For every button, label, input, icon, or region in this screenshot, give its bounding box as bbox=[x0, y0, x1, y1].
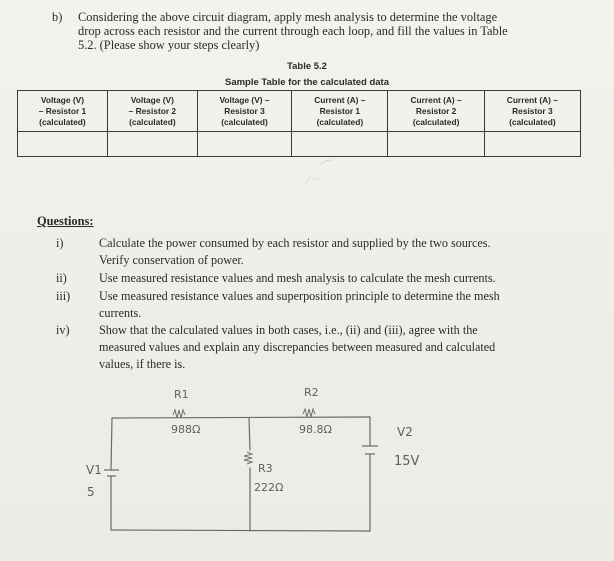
resistor-r1-icon bbox=[173, 410, 185, 418]
header-line: – Resistor 2 bbox=[128, 105, 177, 116]
table-title: Table 5.2 bbox=[287, 61, 327, 72]
header-line: (calculated) bbox=[509, 116, 556, 127]
r3-value: 222Ω bbox=[254, 481, 284, 494]
v2-label: V2 bbox=[397, 425, 413, 439]
v2-value: 15V bbox=[394, 454, 420, 469]
header-line: (calculated) bbox=[39, 116, 86, 127]
show-through-mark: ︿ ⌒ bbox=[298, 158, 340, 189]
header-line: Current (A) – bbox=[506, 94, 558, 105]
header-line: Resistor 2 bbox=[415, 105, 457, 116]
question-number: iii) bbox=[56, 289, 71, 303]
header-line: (calculated) bbox=[221, 116, 268, 127]
r1-label: R1 bbox=[174, 388, 189, 401]
header-line: Resistor 3 bbox=[224, 105, 265, 116]
header-line: – Resistor 1 bbox=[38, 105, 87, 116]
table-caption: Sample Table for the calculated data bbox=[224, 77, 389, 88]
header-line: Voltage (V) bbox=[40, 94, 85, 105]
intro-line-2: drop across each resistor and the current through each loop, and fill the values in Table bbox=[78, 24, 508, 38]
header-line: Current (A) – bbox=[410, 94, 462, 105]
header-line: Resistor 1 bbox=[319, 105, 361, 116]
header-line: Voltage (V) – bbox=[219, 94, 270, 105]
question-line: measured values and explain any discrepancies between measured and calculated bbox=[99, 340, 496, 354]
r3-label: R3 bbox=[258, 462, 273, 475]
intro-line-1: Considering the above circuit diagram, apply mesh analysis to determine the voltage bbox=[78, 10, 498, 24]
v1-label: V1 bbox=[86, 463, 102, 477]
intro-line-3: 5.2. (Please show your steps clearly) bbox=[78, 38, 260, 52]
part-label: b) bbox=[52, 10, 63, 24]
resistor-r3-icon bbox=[244, 452, 252, 464]
question-line: values, if there is. bbox=[99, 357, 186, 371]
question-number: ii) bbox=[56, 271, 67, 285]
question-line: Verify conservation of power. bbox=[99, 253, 244, 267]
header-line: Resistor 3 bbox=[512, 105, 553, 116]
battery-v1-icon bbox=[104, 470, 119, 476]
question-line: Calculate the power consumed by each resistor and supplied by the two sources. bbox=[99, 236, 491, 250]
header-line: (calculated) bbox=[316, 116, 364, 127]
battery-v2-icon bbox=[362, 446, 378, 454]
r2-label: R2 bbox=[304, 386, 319, 399]
header-line: Current (A) – bbox=[314, 94, 366, 105]
question-number: iv) bbox=[56, 323, 70, 337]
resistor-r2-icon bbox=[303, 409, 315, 417]
question-line: Use measured resistance values and superposition principle to determine the mesh bbox=[99, 289, 500, 303]
questions-heading: Questions: bbox=[37, 214, 94, 228]
r2-value: 98.8Ω bbox=[299, 423, 332, 436]
header-line: (calculated) bbox=[129, 116, 176, 127]
bottom-wire bbox=[111, 530, 370, 531]
header-line: (calculated) bbox=[412, 116, 460, 127]
header-line: Voltage (V) bbox=[130, 94, 174, 105]
question-line: Use measured resistance values and mesh analysis to calculate the mesh currents. bbox=[99, 271, 496, 285]
left-wire-upper bbox=[111, 418, 112, 470]
middle-wire-upper bbox=[249, 418, 250, 450]
question-line: Show that the calculated values in both cases, i.e., (ii) and (iii), agree with the bbox=[99, 323, 478, 337]
question-line: currents. bbox=[99, 306, 142, 320]
question-number: i) bbox=[56, 236, 64, 250]
v1-value: 5 bbox=[87, 485, 95, 499]
r1-value: 988Ω bbox=[171, 423, 201, 436]
top-wire bbox=[112, 417, 370, 418]
